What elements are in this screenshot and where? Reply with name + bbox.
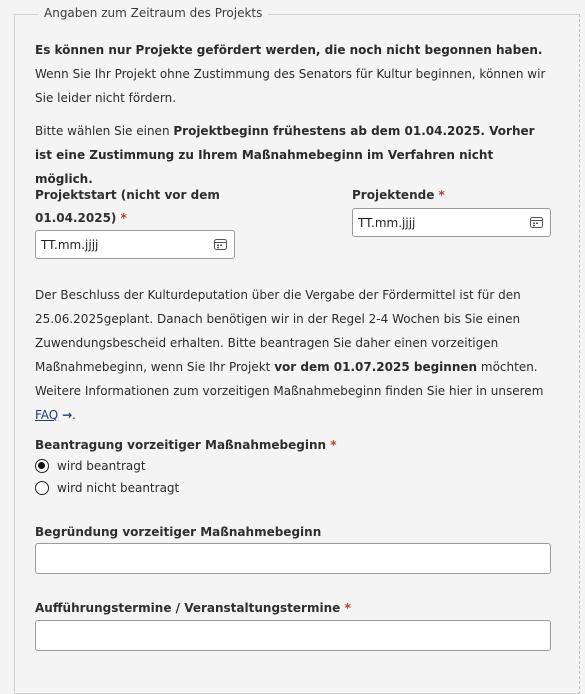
beschluss-line4-c: möchten. xyxy=(477,360,538,374)
intro-text xyxy=(35,38,555,110)
calendar-icon[interactable] xyxy=(530,216,543,228)
projektende-date-input[interactable] xyxy=(352,208,551,237)
radio-label-beantragt: wird beantragt xyxy=(57,459,146,473)
beschluss-line3: Zuwendungsbescheid erhalten. Bitte beantragen Sie daher einen vorzeitigen xyxy=(35,336,499,350)
faq-link[interactable]: FAQ xyxy=(35,408,59,422)
projektende-label-text: Projektende xyxy=(352,188,435,202)
calendar-icon[interactable] xyxy=(214,238,227,250)
auffuehrung-label-text: Aufführungstermine / Veranstaltungstermine xyxy=(35,601,341,615)
start-info-bold: Projektbeginn frühestens ab dem 01.04.2025. Vorher ist eine Zustimmung zu Ihrem Maßnahmebeginn im Verfahren nicht möglich. xyxy=(35,124,535,186)
projektstart-date-input[interactable] xyxy=(35,230,235,259)
projektende-label xyxy=(352,184,445,207)
start-info-part1: Bitte wählen Sie einen xyxy=(35,124,174,138)
required-marker: * xyxy=(330,438,337,452)
radio-wird-beantragt[interactable] xyxy=(35,459,146,473)
beschluss-line4-a: Maßnahmebeginn, wenn Sie Ihr Projekt xyxy=(35,360,275,374)
projektende-placeholder: TT.mm.jjjj xyxy=(358,216,416,230)
required-marker: * xyxy=(120,211,127,225)
beschluss-text xyxy=(35,283,555,427)
begruendung-input[interactable] xyxy=(35,543,551,574)
faq-dot: . xyxy=(72,408,76,422)
intro-rest: Wenn Sie Ihr Projekt ohne Zustimmung des Senators für Kultur beginnen, können wir Sie leider nicht fördern. xyxy=(35,67,546,105)
beschluss-line4-bold: vor dem 01.07.2025 beginnen xyxy=(274,360,478,374)
beschluss-line2: 25.06.2025geplant. Danach benötigen wir in der Regel 2-4 Wochen bis Sie einen xyxy=(35,312,521,326)
beschluss-line1: Der Beschluss der Kulturdeputation über die Vergabe der Fördermittel ist für den xyxy=(35,288,521,302)
projektstart-placeholder: TT.mm.jjjj xyxy=(41,238,99,252)
projektstart-label xyxy=(35,184,220,230)
auffuehrung-input[interactable] xyxy=(35,620,551,651)
radio-button[interactable] xyxy=(35,481,49,495)
fieldset-legend: Angaben zum Zeitraum des Projekts xyxy=(38,6,268,20)
start-info-text xyxy=(35,119,555,191)
projektstart-label-line1: Projektstart (nicht vor dem xyxy=(35,188,220,202)
intro-bold: Es können nur Projekte gefördert werden, die noch nicht begonnen haben. xyxy=(35,43,543,57)
auffuehrung-label xyxy=(35,597,351,620)
arrow-right-icon[interactable]: → xyxy=(62,408,73,422)
begruendung-label: Begründung vorzeitiger Maßnahmebeginn xyxy=(35,525,322,539)
beschluss-line5: Weitere Informationen zum vorzeitigen Maßnahmebeginn finden Sie hier in unserem xyxy=(35,384,544,398)
beantragung-label xyxy=(35,434,337,457)
radio-button-checked[interactable] xyxy=(35,459,49,473)
radio-wird-nicht-beantragt[interactable] xyxy=(35,481,179,495)
projektstart-label-line2: 01.04.2025) xyxy=(35,211,117,225)
beantragung-label-text: Beantragung vorzeitiger Maßnahmebeginn xyxy=(35,438,327,452)
required-marker: * xyxy=(344,601,351,615)
required-marker: * xyxy=(438,188,445,202)
radio-label-nicht-beantragt: wird nicht beantragt xyxy=(57,481,180,495)
